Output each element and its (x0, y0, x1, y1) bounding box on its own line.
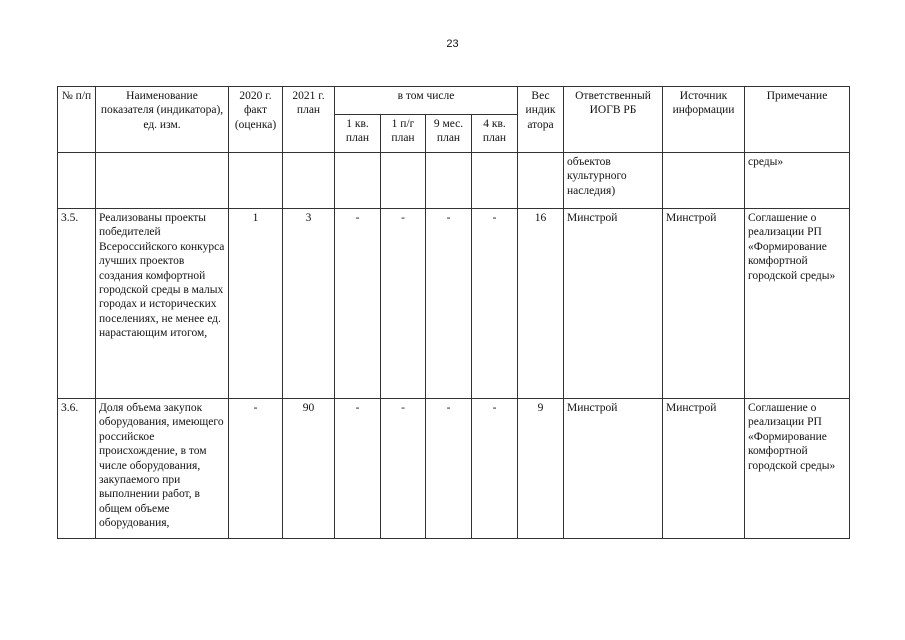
cell-name: Доля объема закупок оборудования, имеющего российское происхождение, в том числе оборудования, закупаемого при выполнении работ, в общем объеме оборудования, (96, 399, 229, 539)
cell-9m: - (426, 399, 472, 539)
cell-source (663, 153, 745, 209)
cell-q1: - (335, 209, 381, 399)
cell-num (58, 153, 96, 209)
cell-num: 3.5. (58, 209, 96, 399)
cell-weight: 9 (518, 399, 564, 539)
header-including: в том числе (335, 87, 518, 115)
cell-q4: - (472, 399, 518, 539)
cell-9m: - (426, 209, 472, 399)
cell-name (96, 153, 229, 209)
header-9m: 9 мес. план (426, 115, 472, 153)
cell-2021 (283, 153, 335, 209)
table-row (58, 399, 850, 539)
header-note: Примечание (745, 87, 850, 153)
header-h1: 1 п/г план (381, 115, 426, 153)
table-row (58, 153, 850, 209)
header-row-top (58, 87, 850, 115)
cell-note: Соглашение о реализации РП «Формирование комфортной городской среды» (745, 399, 850, 539)
header-q1: 1 кв. план (335, 115, 381, 153)
cell-q4 (472, 153, 518, 209)
cell-note: Соглашение о реализации РП «Формирование комфортной городской среды» (745, 209, 850, 399)
cell-h1: - (381, 399, 426, 539)
cell-q1: - (335, 399, 381, 539)
cell-2020: - (229, 399, 283, 539)
cell-9m (426, 153, 472, 209)
cell-weight: 16 (518, 209, 564, 399)
cell-q4: - (472, 209, 518, 399)
cell-note: среды» (745, 153, 850, 209)
cell-responsible: Минстрой (564, 399, 663, 539)
cell-2020: 1 (229, 209, 283, 399)
cell-name: Реализованы проекты победителей Всероссийского конкурса лучших проектов создания комфортной городской среды в малых городах и исторических поселениях, не менее ед. нарастающим итогом, (96, 209, 229, 399)
header-source: Источник информации (663, 87, 745, 153)
cell-weight (518, 153, 564, 209)
header-q4: 4 кв. план (472, 115, 518, 153)
page-number: 23 (446, 38, 459, 50)
header-num: № п/п (58, 87, 96, 153)
header-name: Наименование показателя (индикатора), ед. изм. (96, 87, 229, 153)
cell-q1 (335, 153, 381, 209)
cell-2021: 90 (283, 399, 335, 539)
header-2021: 2021 г. план (283, 87, 335, 153)
cell-2021: 3 (283, 209, 335, 399)
cell-source: Минстрой (663, 209, 745, 399)
cell-h1 (381, 153, 426, 209)
cell-responsible: Минстрой (564, 209, 663, 399)
cell-source: Минстрой (663, 399, 745, 539)
cell-responsible: объектов культурного наследия) (564, 153, 663, 209)
table-row (58, 209, 850, 399)
header-weight: Вес индик атора (518, 87, 564, 153)
header-2020: 2020 г. факт (оценка) (229, 87, 283, 153)
header-responsible: Ответственный ИОГВ РБ (564, 87, 663, 153)
cell-2020 (229, 153, 283, 209)
cell-num: 3.6. (58, 399, 96, 539)
indicators-table (57, 86, 850, 539)
cell-h1: - (381, 209, 426, 399)
